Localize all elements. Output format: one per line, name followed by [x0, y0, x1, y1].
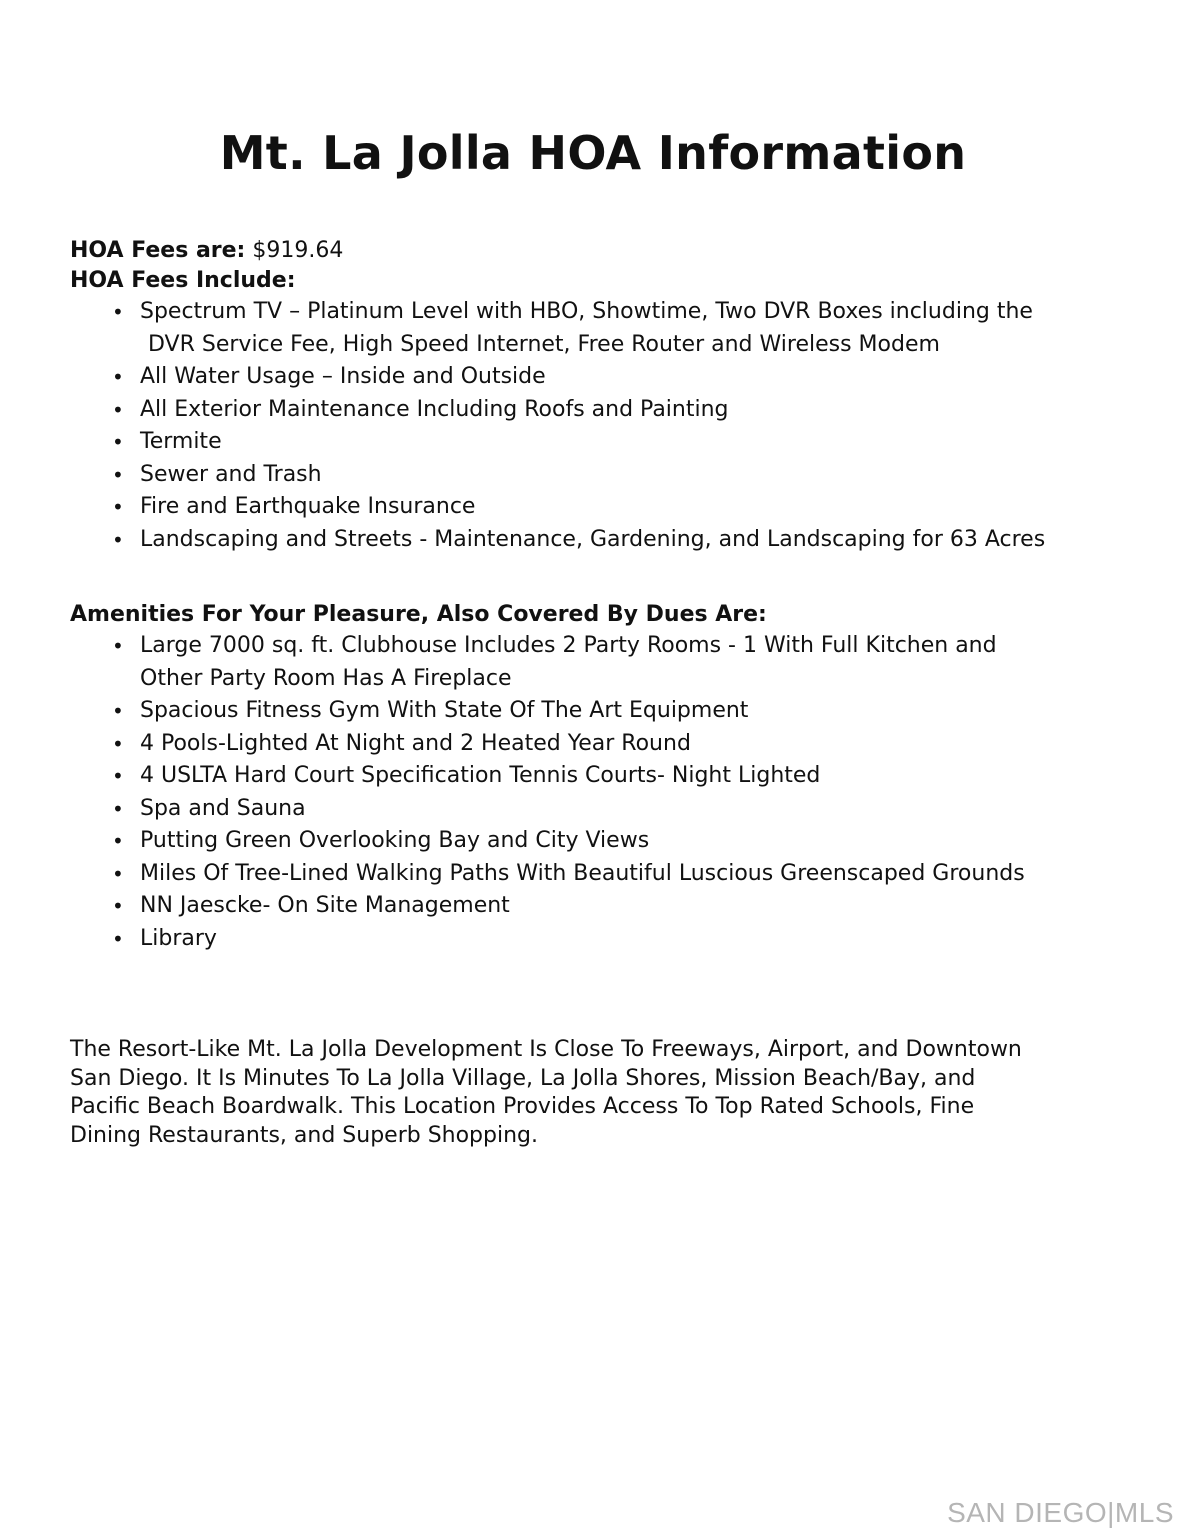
- hoa-fees-include-heading: HOA Fees Include:: [70, 268, 296, 293]
- list-item: [70, 394, 1130, 427]
- list-item: [70, 630, 1130, 695]
- bullet-icon: •: [112, 829, 124, 853]
- page-title: Mt. La Jolla HOA Information: [219, 126, 967, 180]
- hoa-fees-amount: $919.64: [252, 238, 344, 263]
- amenities-section: [70, 600, 1130, 955]
- list-item: [70, 760, 1130, 793]
- list-item: [70, 890, 1130, 923]
- list-item: [70, 793, 1130, 826]
- bullet-icon: •: [112, 365, 124, 389]
- bullet-icon: •: [112, 527, 124, 552]
- bullet-icon: •: [112, 397, 124, 422]
- list-item-text: 4 Pools-Lighted At Night and 2 Heated Year Round: [140, 730, 691, 756]
- bullet-icon: •: [112, 699, 124, 723]
- hoa-fees-label: HOA Fees are:: [70, 238, 246, 263]
- list-item: [70, 728, 1130, 761]
- list-item: [70, 361, 1130, 394]
- bullet-icon: •: [112, 495, 124, 519]
- list-item-text: Library: [140, 925, 217, 951]
- list-item-text: All Exterior Maintenance Including Roofs and Painting: [140, 396, 729, 422]
- list-item: [70, 923, 1130, 956]
- bullet-icon: •: [112, 731, 124, 756]
- list-item: [70, 825, 1130, 858]
- list-item-text: All Water Usage – Inside and Outside: [140, 364, 546, 389]
- hoa-fees-line: [70, 236, 1130, 266]
- list-item: [70, 491, 1130, 524]
- bullet-icon: •: [112, 926, 124, 951]
- list-item-text-continued: Other Party Room Has A Fireplace: [140, 665, 512, 691]
- list-item-text: Sewer and Trash: [140, 461, 322, 487]
- bullet-icon: •: [112, 796, 124, 821]
- description-line: Dining Restaurants, and Superb Shopping.: [70, 1122, 539, 1148]
- list-item-text: Landscaping and Streets - Maintenance, Gardening, and Landscaping for 63 Acres: [140, 526, 1046, 552]
- list-item: [70, 695, 1130, 728]
- description-line: San Diego. It Is Minutes To La Jolla Village, La Jolla Shores, Mission Beach/Bay, and: [70, 1065, 976, 1091]
- bullet-icon: •: [112, 634, 124, 658]
- bullet-icon: •: [112, 764, 124, 788]
- bullet-icon: •: [112, 462, 124, 487]
- hoa-fees-include-list: [70, 296, 1130, 556]
- list-item: [70, 459, 1130, 492]
- amenities-heading: Amenities For Your Pleasure, Also Covered By Dues Are:: [70, 602, 767, 627]
- list-item: [70, 524, 1130, 557]
- bullet-icon: •: [112, 300, 124, 324]
- bullet-icon: •: [112, 861, 124, 886]
- list-item-text-continued: DVR Service Fee, High Speed Internet, Free Router and Wireless Modem: [148, 331, 940, 357]
- description-line: The Resort-Like Mt. La Jolla Development Is Close To Freeways, Airport, and Downtown: [70, 1037, 1022, 1062]
- list-item-text: Spectrum TV – Platinum Level with HBO, Showtime, Two DVR Boxes including the: [140, 299, 1033, 324]
- list-item: [70, 858, 1130, 891]
- bullet-icon: •: [112, 430, 124, 454]
- hoa-fees-section: [70, 236, 1130, 556]
- list-item: [70, 296, 1130, 361]
- mls-watermark: SAN DIEGO|MLS: [947, 1497, 1174, 1528]
- list-item-text: Large 7000 sq. ft. Clubhouse Includes 2 Party Rooms - 1 With Full Kitchen and: [140, 633, 997, 658]
- list-item-text: Miles Of Tree-Lined Walking Paths With Beautiful Luscious Greenscaped Grounds: [140, 860, 1025, 886]
- list-item: [70, 426, 1130, 459]
- amenities-list: [70, 630, 1130, 955]
- description-line: Pacific Beach Boardwalk. This Location Provides Access To Top Rated Schools, Fine: [70, 1094, 975, 1119]
- list-item-text: Fire and Earthquake Insurance: [140, 494, 476, 519]
- list-item-text: Termite: [140, 429, 222, 454]
- location-description: [70, 1036, 1130, 1150]
- list-item-text: 4 USLTA Hard Court Specification Tennis Courts- Night Lighted: [140, 763, 821, 788]
- list-item-text: NN Jaescke- On Site Management: [140, 893, 510, 918]
- list-item-text: Spacious Fitness Gym With State Of The Art Equipment: [140, 698, 749, 723]
- list-item-text: Putting Green Overlooking Bay and City Views: [140, 828, 650, 853]
- list-item-text: Spa and Sauna: [140, 795, 306, 821]
- bullet-icon: •: [112, 894, 124, 918]
